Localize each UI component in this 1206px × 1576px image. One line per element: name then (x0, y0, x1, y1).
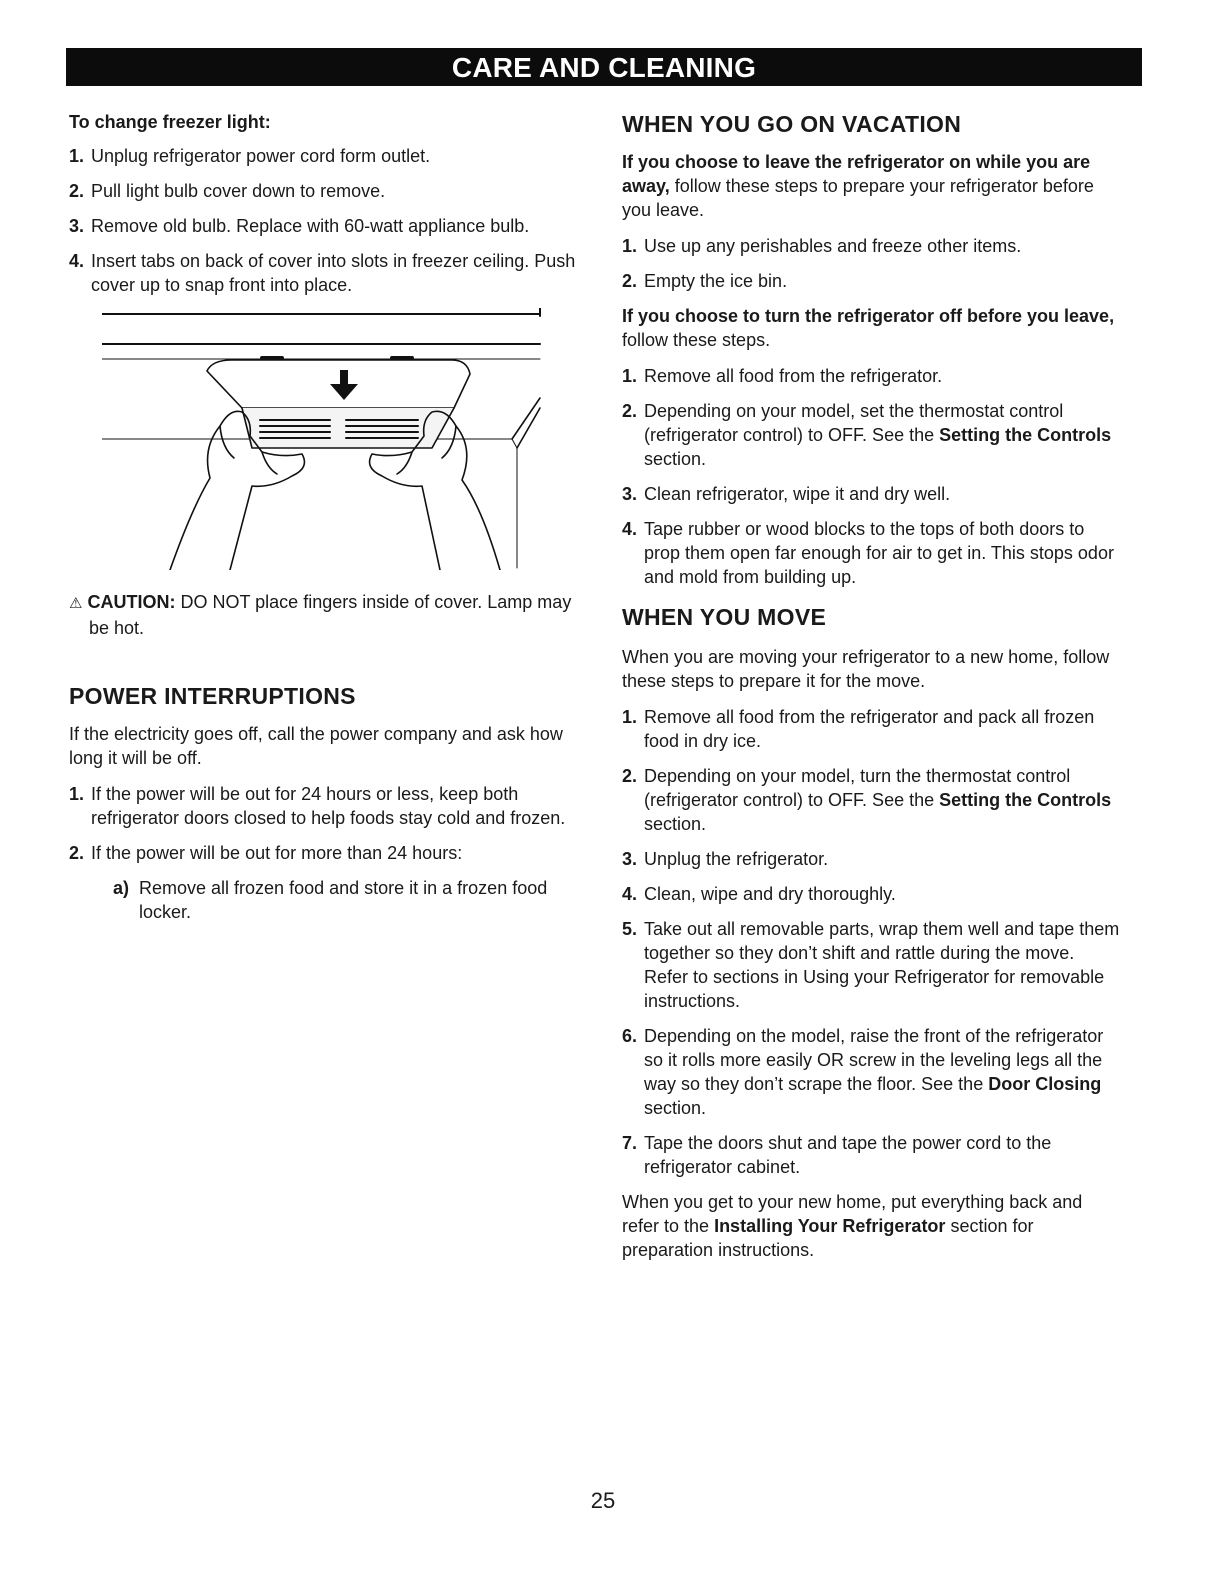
power-interruptions-heading: POWER INTERRUPTIONS (69, 683, 356, 709)
vacation-heading: WHEN YOU GO ON VACATION (622, 111, 962, 137)
move-closing: When you get to your new home, put everything back and refer to the Installing Your Refrigerator section for preparation instructions. (622, 1192, 1083, 1260)
warning-icon: ⚠ (69, 595, 83, 612)
list-item: 7. Tape the doors shut and tape the power cord to the refrigerator cabinet. (622, 1133, 1052, 1177)
right-column (622, 110, 1122, 1262)
list-item: 2. Depending on your model, turn the thermostat control (refrigerator control) to OFF. See the Setting the Controls section. (622, 766, 1112, 834)
freezer-light-steps (69, 144, 589, 297)
list-item: 2. Pull light bulb cover down to remove. (69, 181, 386, 201)
list-item: 2. Empty the ice bin. (622, 271, 788, 291)
list-item: 3. Unplug the refrigerator. (622, 849, 829, 869)
section-banner: CARE AND CLEANING (66, 48, 1142, 86)
list-item: 3. Clean refrigerator, wipe it and dry well. (622, 484, 951, 504)
list-item: 1. Use up any perishables and freeze other items. (622, 236, 1022, 256)
hands-removing-light-cover-icon (102, 308, 572, 570)
list-item: 4. Insert tabs on back of cover into slots in freezer ceiling. Push cover up to snap front into place. (69, 251, 576, 295)
freezer-light-heading: To change freezer light: (69, 112, 271, 132)
power-sub-step: a) Remove all frozen food and store it in a frozen food locker. (113, 878, 548, 922)
list-item: 4. Tape rubber or wood blocks to the tops of both doors to prop them open far enough for air to get in. This stops odor and mold from building up. (622, 519, 1114, 587)
list-item: 5. Take out all removable parts, wrap them well and tape them together so they don’t shift and rattle during the move. Refer to sections in Using your Refrigerator for removable instructions. (622, 919, 1120, 1011)
list-item: 2. If the power will be out for more than 24 hours: (69, 843, 463, 863)
caution-note: ⚠ CAUTION: DO NOT place fingers inside of cover. Lamp may be hot. (69, 592, 572, 638)
left-column (69, 110, 589, 924)
move-heading: WHEN YOU MOVE (622, 604, 827, 630)
list-item: 1. Unplug refrigerator power cord form outlet. (69, 146, 431, 166)
list-item: 1. Remove all food from the refrigerator. (622, 366, 943, 386)
page-number: 25 (590, 1488, 616, 1513)
vacation-off-steps (622, 364, 1122, 589)
list-item: 4. Clean, wipe and dry thoroughly. (622, 884, 896, 904)
move-intro: When you are moving your refrigerator to a new home, follow these steps to prepare it for the move. (622, 647, 1110, 691)
list-item: 3. Remove old bulb. Replace with 60-watt appliance bulb. (69, 216, 530, 236)
vacation-lead-off: If you choose to turn the refrigerator off before you leave, follow these steps. (622, 306, 1115, 350)
power-intro: If the electricity goes off, call the power company and ask how long it will be off. (69, 724, 563, 768)
list-item: 6. Depending on the model, raise the front of the refrigerator so it rolls more easily OR screw in the leveling legs all the way so they don’t scrape the floor. See the Door Closing section. (622, 1026, 1104, 1118)
list-item: 2. Depending on your model, set the thermostat control (refrigerator control) to OFF. See the Setting the Controls section. (622, 401, 1112, 469)
vacation-on-steps (622, 234, 1122, 293)
light-cover-illustration (102, 308, 572, 570)
power-steps (69, 782, 589, 865)
move-steps (622, 705, 1122, 1179)
vacation-lead-on: If you choose to leave the refrigerator on while you are away, follow these steps to prepare your refrigerator before you leave. (622, 152, 1094, 220)
list-item: 1. Remove all food from the refrigerator and pack all frozen food in dry ice. (622, 707, 1095, 751)
list-item: 1. If the power will be out for 24 hours or less, keep both refrigerator doors closed to help foods stay cold and frozen. (69, 784, 566, 828)
